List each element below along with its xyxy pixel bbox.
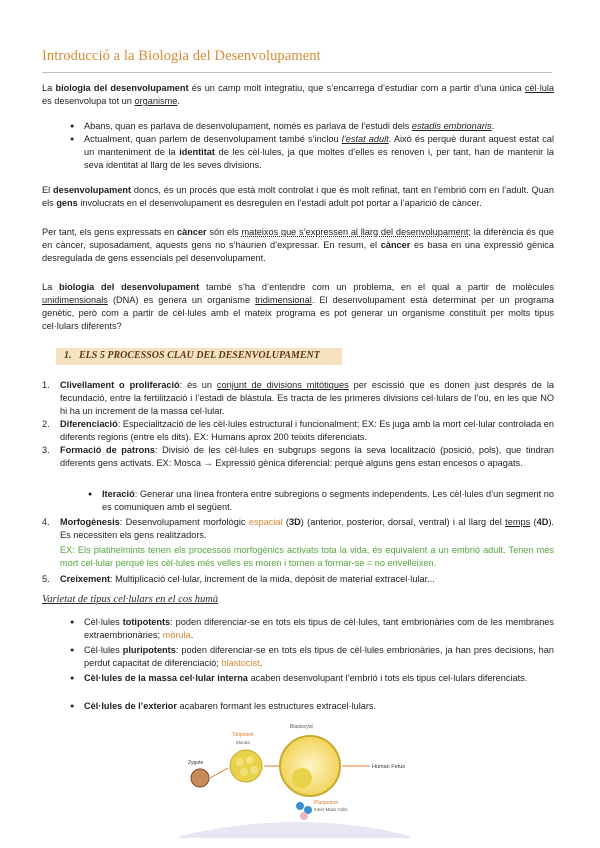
list-item: ● Cèl·lules totipotents: poden diferenciar-se en tots els tipus de cèl·lules, tant embrionàries com de les membranes extraembrionàries; mòrula. (84, 616, 554, 642)
arrow-1 (210, 768, 228, 778)
paragraph-cancer: Per tant, els gens expressats en càncer són els mateixos que s’expressen al llarg del desenvolupament; la diferència és que en càncer, suposadament, aquests gens no s’haurien d’expressar. En resum, el càncer es basa en una expressió gènica desregulada de gens essencials pel desenvolupament. (42, 227, 554, 263)
list-item: ● Actualment, quan parlem de desenvolupament també s’inclou l’estat adult. Això és perquè durant aquest estat cal un manteniment de la identitat de les cèl·lules, ja que moltes d’elles es renoven i, per tant, han de mantenir la seva identitat al llarg de les seves divisions. (84, 133, 554, 172)
background-floor (180, 822, 410, 838)
list-item: ● Cèl·lules pluripotents: poden diferenciar-se en tots els tipus de cèl·lules embrionàries, ja han pres decisions, han perdut capacitat de diferenciació; blastocist. (84, 644, 554, 670)
blastocyst-shape (280, 736, 340, 796)
list-item: ● Iteració: Generar una línea frontera entre subregions o segments independents. Les cèl·lules d’un segment no es comuniquen amb el següent. (102, 488, 554, 514)
green-note: EX: Els platihelmints tenen els processos morfogènics activats tota la vida, és equivalent a un embrió adult. Tenen més mort cel·lular perquè les cèl·lules més velles es moren i tornen a formar-se = no envelleixen. (60, 545, 554, 568)
morula-cell (250, 766, 258, 774)
morula-cell (246, 756, 254, 764)
morula-cell (240, 768, 248, 776)
development-figure (180, 718, 410, 838)
pluripotent-cell (300, 812, 308, 820)
pluripotent-label: Pluripotent (314, 800, 338, 806)
list-item: 2. Diferenciació: Especialització de les cèl·lules estructural i funcionalment; EX: Es juga amb la mort cel·lular controlada en diferents regions (entre els dits). EX: Humans aprox 200 teixits diferenciats. (42, 419, 554, 442)
list-item: 3. Formació de patrons: Divisió de les cèl·lules en subgrups segons la seva localització (posició, pols), que tindran diferents gens activats. EX: Mosca → Expressió gènica diferencial: perquè alguns gens estan encesos o apagats. (42, 445, 554, 468)
fetus-label: Human Fetus (372, 764, 406, 770)
paragraph-problema: La biologia del desenvolupament també s’ha d’entendre com un problema, en el qual a partir de molècules unidimensionals (DNA) es genera un organisme tridimensional. El desenvolupament està determinat per un programa genètic, però com a partir de cèl·lules amb el mateix programa es pot generar un organisme constituït per molts tipus cel·lulars diferents? (42, 282, 554, 331)
zygote-label: Zygote (188, 760, 204, 766)
morula-label: Morula (236, 740, 250, 745)
zygote-shape (191, 769, 209, 787)
inner-mass-label: Inner Mass Cells (314, 807, 348, 812)
paragraph-desenvolupament: El desenvolupament doncs, és un procés que està molt controlat i que és molt refinat, tant en l’embrió com en l’adult. Quan els gens involucrats en el desenvolupament es desregulen en l’estadi adult pot portar a l’aparició de càncer. (42, 185, 554, 208)
subheading: Varietat de tipus cel·lulars en el cos humà (42, 594, 219, 605)
list-item: 5. Creixement: Multiplicació cel·lular, increment de la mida, depòsit de material extracel·lular... (42, 574, 435, 584)
morula-shape (230, 750, 262, 782)
intro-paragraph: La biologia del desenvolupament és un camp molt integratiu, que s’encarrega d’estudiar com a partir d’una única cèl·lula es desenvolupa tot un organisme. (42, 83, 554, 106)
list-item: 4. Morfogènesis: Desenvolupament morfològic espacial (3D) (anterior, posterior, dorsal, ventral) i al llarg del temps (4D). Es necessiten els gens realitzadors. (42, 517, 554, 540)
list-item: ● Cèl·lules de l’exterior acabaren formant les estructures extracel·lulars. (84, 700, 554, 713)
inner-cell-mass (292, 768, 312, 788)
totipotent-label: Totipotent (232, 732, 254, 738)
title-divider (42, 72, 552, 73)
list-item: ● Cèl·lules de la massa cel·lular interna acaben desenvolupant l’embrió i tots els tipus cel·lulars diferenciats. (84, 672, 554, 685)
list-item: 1. Clivellament o proliferació: és un conjunt de divisions mitòtiques per escissió que es donen just després de la fecundació, entre la fertilització i l’estadi de blàstula. Es tracta de les primeres divisions cel·lulars de l’ou, en les que NO hi ha un increment de la massa cel·lular. (42, 380, 554, 416)
blastocyst-label: Blastocyst (290, 724, 313, 730)
list-item: ● Abans, quan es parlava de desenvolupament, només es parlava de l’estudi dels estadis embrionaris. (84, 120, 554, 133)
section-heading: 1. ELS 5 PROCESSOS CLAU DEL DESENVOLUPAMENT (64, 350, 320, 361)
page-title: Introducció a la Biologia del Desenvolupament (42, 48, 321, 64)
pluripotent-cell (296, 802, 304, 810)
morula-cell (236, 758, 244, 766)
